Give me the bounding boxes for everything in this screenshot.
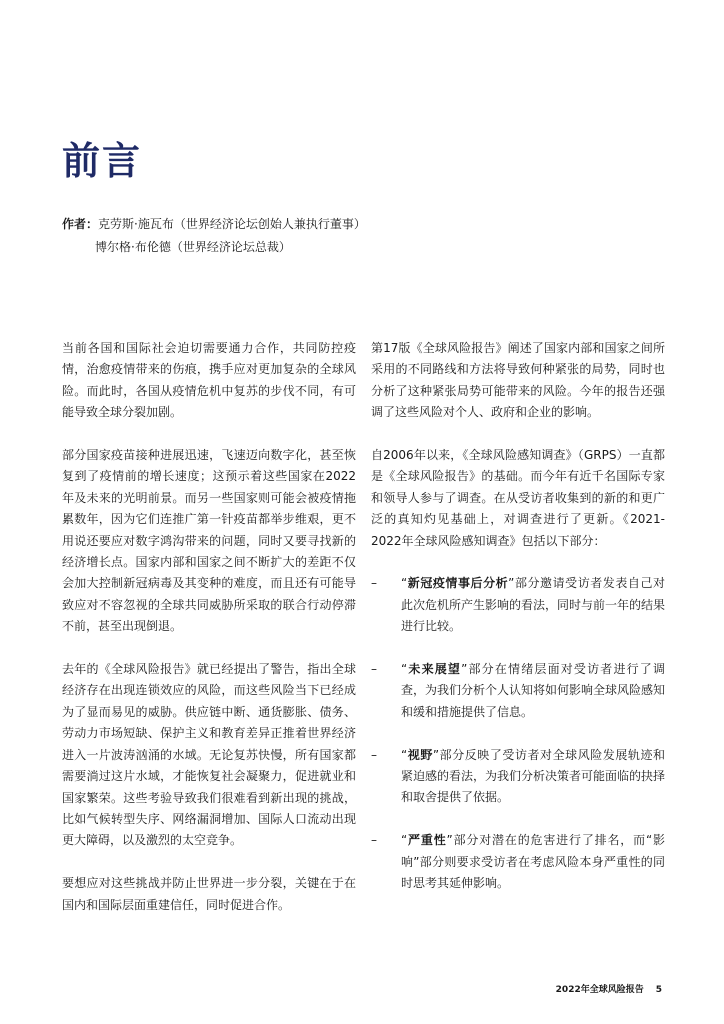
page-footer: [556, 982, 662, 995]
bullet-term: 严重性: [407, 833, 447, 848]
bullet-text: “视野”部分反映了受访者对全球风险发展轨迹和紧迫感的看法，为我们分析决策者可能面临的抉择和取舍提供了依据。: [401, 747, 666, 805]
report-name: 2022年全球风险报告: [555, 985, 644, 995]
bullet-term: 视野: [407, 747, 433, 762]
bullet-term: 新冠疫情事后分析: [407, 576, 509, 591]
author-2: 博尔格·布伦德（世界经济论坛总裁）: [95, 240, 291, 254]
bullet-item: [371, 830, 665, 894]
bullet-item: [371, 659, 665, 723]
paragraph: 自2006年以来，《全球风险感知调查》（GRPS）一直都是《全球风险报告》的基础。而今年有近千名国际专家和领导人参与了调查。在从受访者收集到的新的和更广泛的真知灼见基础上，对调查进行了更新。《2021-2022年全球风险感知调查》包括以下部分：: [371, 448, 665, 548]
bullet-item: [371, 745, 665, 809]
right-column: [371, 338, 665, 916]
paragraph: 要想应对这些挑战并防止世界进一步分裂，关键在于在国内和国际层面重建信任，同时促进合作。: [62, 876, 356, 912]
bullet-dash: –: [371, 662, 377, 677]
bullet-dash: –: [371, 576, 377, 591]
bullet-dash: –: [371, 833, 377, 848]
bullet-item: [371, 573, 665, 637]
bullet-text: “严重性”部分对潜在的危害进行了排名，而“影响”部分则要求受访者在考虑风险本身严重性的同时思考其延伸影响。: [401, 833, 665, 891]
bullet-text: “未来展望”部分在情绪层面对受访者进行了调查，为我们分析个人认知将如何影响全球风险感知和缓和措施提供了信息。: [401, 662, 666, 719]
author-1: 克劳斯·施瓦布（世界经济论坛创始人兼执行董事）: [98, 217, 366, 231]
author-line-1: [62, 213, 366, 236]
paragraph: 部分国家疫苗接种进展迅速，飞速迈向数字化，甚至恢复到了疫情前的增长速度；这预示着这些国家在2022年及未来的光明前景。而另一些国家则可能会被疫情拖累数年，因为它们连推广第一针疫苗都举步维艰，更不用说还要应对数字鸿沟带来的问题，同时又要寻找新的经济增长点。国家内部和国家之间不断扩大的差距不仅会加大控制新冠病毒及其变种的难度，而且还有可能导致应对不容忽视的全球共同威胁所采取的联合行动停滞不前，甚至出现倒退。: [62, 448, 356, 634]
bullet-text: “新冠疫情事后分析”部分邀请受访者发表自己对此次危机所产生影响的看法，同时与前一年的结果进行比较。: [401, 576, 666, 634]
paragraph: 第17版《全球风险报告》阐述了国家内部和国家之间所采用的不同路线和方法将导致何种紧张的局势，同时也分析了这种紧张局势可能带来的风险。今年的报告还强调了这些风险对个人、政府和企业的影响。: [371, 341, 665, 420]
page-number: 5: [655, 985, 662, 995]
left-column: [62, 338, 356, 937]
page-title: 前言: [62, 139, 143, 183]
authors-block: [62, 213, 366, 259]
authors-label: 作者：: [62, 217, 99, 231]
bullet-dash: –: [371, 747, 377, 762]
paragraph: 去年的《全球风险报告》就已经提出了警告，指出全球经济存在出现连锁效应的风险，而这些风险当下已经成为了显而易见的威胁。供应链中断、通货膨胀、债务、劳动力市场短缺、保护主义和教育差异正推着世界经济进入一片波涛汹涌的水域。无论复苏快慢，所有国家都需要淌过这片水域，才能恢复社会凝聚力，促进就业和国家繁荣。这些考验导致我们很难看到新出现的挑战，比如气候转型失序、网络漏洞增加、国际人口流动出现更大障碍，以及激烈的太空竞争。: [62, 662, 356, 848]
bullet-term: 未来展望: [407, 662, 462, 677]
paragraph: 当前各国和国际社会迫切需要通力合作，共同防控疫情，治愈疫情带来的伤痕，携手应对更加复杂的全球风险。而此时，各国从疫情危机中复苏的步伐不同，有可能导致全球分裂加剧。: [62, 341, 356, 420]
